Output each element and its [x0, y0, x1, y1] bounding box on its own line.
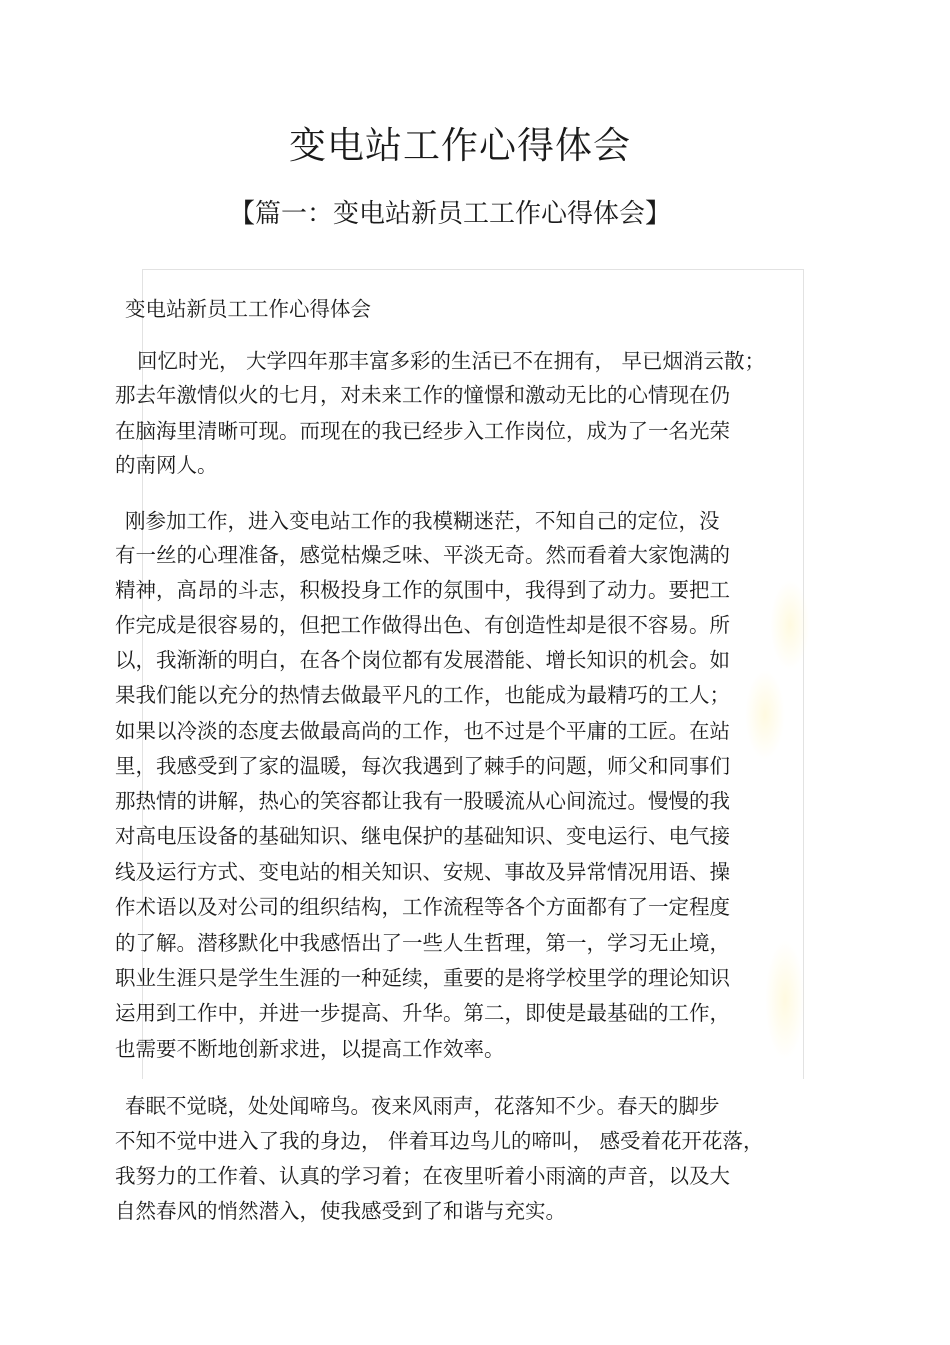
paragraph-line: 果我们能以充分的热情去做最平凡的工作，也能成为最精巧的工人；: [115, 683, 730, 707]
paragraph-line: 的了解。潜移默化中我感悟出了一些人生哲理，第一，学习无止境，: [115, 931, 730, 955]
paragraph-line: 我努力的工作着、认真的学习着；在夜里听着小雨滴的声音，以及大: [115, 1164, 730, 1188]
paragraph-line: 如果以冷淡的态度去做最高尚的工作，也不过是个平庸的工匠。在站: [115, 719, 730, 743]
faint-watermark-mark: [745, 670, 785, 760]
paragraph-line: 自然春风的悄然潜入，使我感受到了和谐与充实。: [115, 1199, 566, 1223]
paragraph-line: 运用到工作中，并进一步提高、升华。第二，即使是最基础的工作，: [115, 1001, 730, 1025]
paragraph-line: 刚参加工作，进入变电站工作的我模糊迷茫，不知自己的定位，没: [125, 509, 720, 533]
paragraph-line: 不知不觉中进入了我的身边， 伴着耳边鸟儿的啼叫， 感受着花开花落，: [115, 1129, 764, 1153]
paragraph-line: 里，我感受到了家的温暖，每次我遇到了棘手的问题，师父和同事们: [115, 754, 730, 778]
document-subtitle: 【篇一：变电站新员工工作心得体会】: [228, 199, 671, 229]
paragraph-line: 的南网人。: [115, 453, 218, 477]
paragraph-line: 作术语以及对公司的组织结构，工作流程等各个方面都有了一定程度: [115, 895, 730, 919]
paragraph-line: 春眠不觉晓，处处闻啼鸟。夜来风雨声，花落知不少。春天的脚步: [125, 1094, 720, 1118]
paragraph-line: 那去年激情似火的七月，对未来工作的憧憬和激动无比的心情现在仍: [115, 383, 730, 407]
faint-watermark-mark: [765, 940, 805, 1060]
faint-watermark-mark: [770, 580, 810, 670]
paragraph-line: 精神，高昂的斗志，积极投身工作的氛围中，我得到了动力。要把工: [115, 578, 730, 602]
paragraph-line: 有一丝的心理准备，感觉枯燥乏味、平淡无奇。然而看着大家饱满的: [115, 543, 730, 567]
paragraph-line: 在脑海里清晰可现。而现在的我已经步入工作岗位，成为了一名光荣: [115, 419, 730, 443]
section-heading: 变电站新员工工作心得体会: [125, 297, 371, 321]
paragraph-line: 以，我渐渐的明白，在各个岗位都有发展潜能、增长知识的机会。如: [115, 648, 730, 672]
paragraph-line: 也需要不断地创新求进，以提高工作效率。: [115, 1037, 505, 1061]
paragraph-line: 线及运行方式、变电站的相关知识、安规、事故及异常情况用语、操: [115, 860, 730, 884]
paragraph-line: 回忆时光， 大学四年那丰富多彩的生活已不在拥有， 早已烟消云散；: [137, 349, 766, 373]
paragraph-line: 那热情的讲解，热心的笑容都让我有一股暖流从心间流过。慢慢的我: [115, 789, 730, 813]
paragraph-line: 对高电压设备的基础知识、继电保护的基础知识、变电运行、电气接: [115, 824, 730, 848]
paragraph-line: 作完成是很容易的，但把工作做得出色、有创造性却是很不容易。所: [115, 613, 730, 637]
paragraph-line: 职业生涯只是学生生涯的一种延续，重要的是将学校里学的理论知识: [115, 966, 730, 990]
document-title: 变电站工作心得体会: [289, 124, 631, 167]
